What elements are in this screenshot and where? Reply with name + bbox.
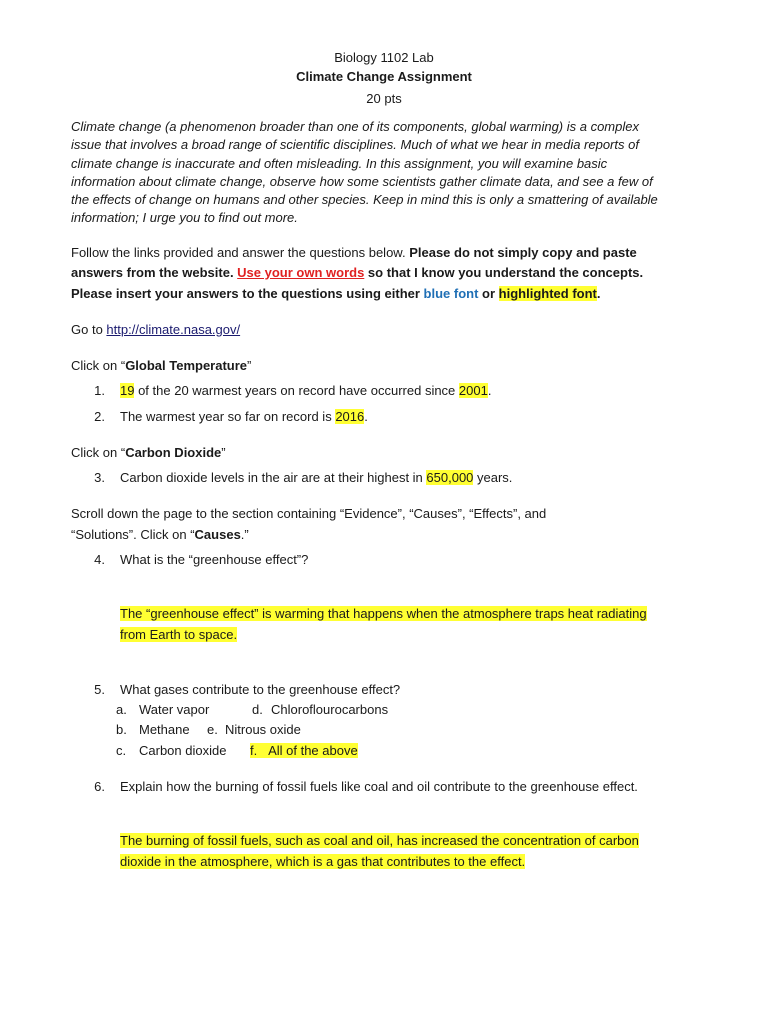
option-label: Methane: [139, 722, 190, 737]
nasa-climate-link[interactable]: http://climate.nasa.gov/: [106, 322, 241, 337]
question-number: 2.: [94, 409, 105, 424]
intro-line: information; I urge you to find out more.: [71, 210, 298, 226]
question-number: 5.: [94, 682, 105, 697]
option-letter: f.: [250, 743, 258, 758]
instructions-bold: so that I know you understand the concepts.: [364, 265, 644, 280]
intro-line: information about climate change, observe how some scientists gather climate data, and see a few of: [71, 173, 653, 189]
question-text: The warmest year so far on record is: [120, 409, 336, 424]
instructions-bold: .: [596, 286, 601, 301]
instructions-line-3: [71, 286, 601, 301]
intro-paragraph: [71, 118, 711, 228]
question-6: Explain how the burning of fossil fuels like coal and oil contribute to the greenhouse effect.: [120, 779, 638, 794]
answer-highlight: The burning of fossil fuels, such as coal and oil, has increased the concentration of carbon: [120, 833, 639, 848]
question-number: 6.: [94, 779, 105, 794]
question-text: Carbon dioxide levels in the air are at their highest in: [120, 470, 427, 485]
option-letter: d.: [252, 702, 263, 717]
answer-highlight: dioxide in the atmosphere, which is a gas that contributes to the effect.: [120, 854, 526, 869]
question-number: 3.: [94, 470, 105, 485]
answer-4-line-2: [120, 627, 237, 642]
question-4: What is the “greenhouse effect”?: [120, 552, 309, 567]
instructions-line-2: [71, 265, 643, 280]
assignment-title: Climate Change Assignment: [296, 69, 472, 84]
section-carbon-dioxide: [71, 445, 226, 460]
option-label: All of the above: [268, 743, 358, 758]
answer-6-line-1: [120, 833, 639, 848]
answer-6-line-2: [120, 854, 525, 869]
intro-line: Climate change (a phenomenon broader than one of its components, global warming) is a complex: [71, 119, 639, 134]
goto-line: [71, 322, 240, 337]
question-text: years.: [473, 470, 513, 485]
option-label: Nitrous oxide: [225, 722, 301, 737]
section-suffix: ”: [221, 445, 226, 460]
intro-line: issue that involves a broad range of scientific disciplines. Much of what we hear in media reports of: [71, 137, 639, 153]
option-gap: [257, 743, 268, 758]
scroll-instructions-line-2: [71, 527, 249, 542]
question-1: [120, 383, 491, 398]
option-label: Water vapor: [139, 702, 210, 717]
question-3: [120, 470, 512, 485]
answer-4-line-1: [120, 606, 647, 621]
highlighted-font-label: highlighted font: [498, 286, 597, 301]
instructions-text: Follow the links provided and answer the questions below.: [71, 245, 410, 260]
scroll-instructions-line-1: Scroll down the page to the section containing “Evidence”, “Causes”, “Effects”, and: [71, 506, 547, 521]
answer-highlight: from Earth to space.: [120, 627, 238, 642]
answer-highlight: The “greenhouse effect” is warming that happens when the atmosphere traps heat radiating: [120, 606, 647, 621]
option-letter: c.: [116, 743, 127, 758]
section-prefix: Click on “: [71, 358, 126, 373]
scroll-text: “Solutions”. Click on “: [71, 527, 195, 542]
question-text: of the 20 warmest years on record have occurred since: [134, 383, 459, 398]
blue-font-label: blue font: [423, 286, 479, 301]
option-label: Carbon dioxide: [139, 743, 227, 758]
instructions-bold: Please insert your answers to the questions using either: [71, 286, 424, 301]
answer-highlight: 2001: [458, 383, 488, 398]
section-global-temperature: [71, 358, 251, 373]
instructions-bold: Please do not simply copy and paste: [409, 245, 637, 260]
points-label: 20 pts: [366, 91, 402, 106]
instructions-bold: answers from the website.: [71, 265, 238, 280]
instructions-line-1: [71, 245, 637, 260]
question-number: 1.: [94, 383, 105, 398]
answer-highlight: 650,000: [426, 470, 474, 485]
option-letter: e.: [207, 722, 218, 737]
question-5: What gases contribute to the greenhouse effect?: [120, 682, 401, 697]
causes-label: Causes: [194, 527, 241, 542]
option-letter: b.: [116, 722, 127, 737]
answer-highlight: 2016: [335, 409, 365, 424]
own-words-emphasis: Use your own words: [237, 265, 365, 280]
question-2: [120, 409, 368, 424]
instructions-bold: or: [478, 286, 499, 301]
section-name: Carbon Dioxide: [125, 445, 222, 460]
selected-option: [250, 743, 358, 758]
option-label: Chloroflourocarbons: [271, 702, 389, 717]
section-name: Global Temperature: [125, 358, 248, 373]
option-letter: a.: [116, 702, 127, 717]
answer-highlight: 19: [120, 383, 135, 398]
question-text: .: [487, 383, 492, 398]
scroll-text: .”: [240, 527, 249, 542]
course-name: Biology 1102 Lab: [334, 50, 434, 65]
intro-line: the effects of change on humans and other species. Keep in mind this is only a smattering of available: [71, 192, 658, 208]
intro-line: climate change is inaccurate and often misleading. In this assignment, you will examine basic: [71, 155, 608, 171]
section-prefix: Click on “: [71, 445, 126, 460]
section-suffix: ”: [247, 358, 252, 373]
goto-prefix: Go to: [71, 322, 107, 337]
question-number: 4.: [94, 552, 105, 567]
question-text: .: [364, 409, 368, 424]
